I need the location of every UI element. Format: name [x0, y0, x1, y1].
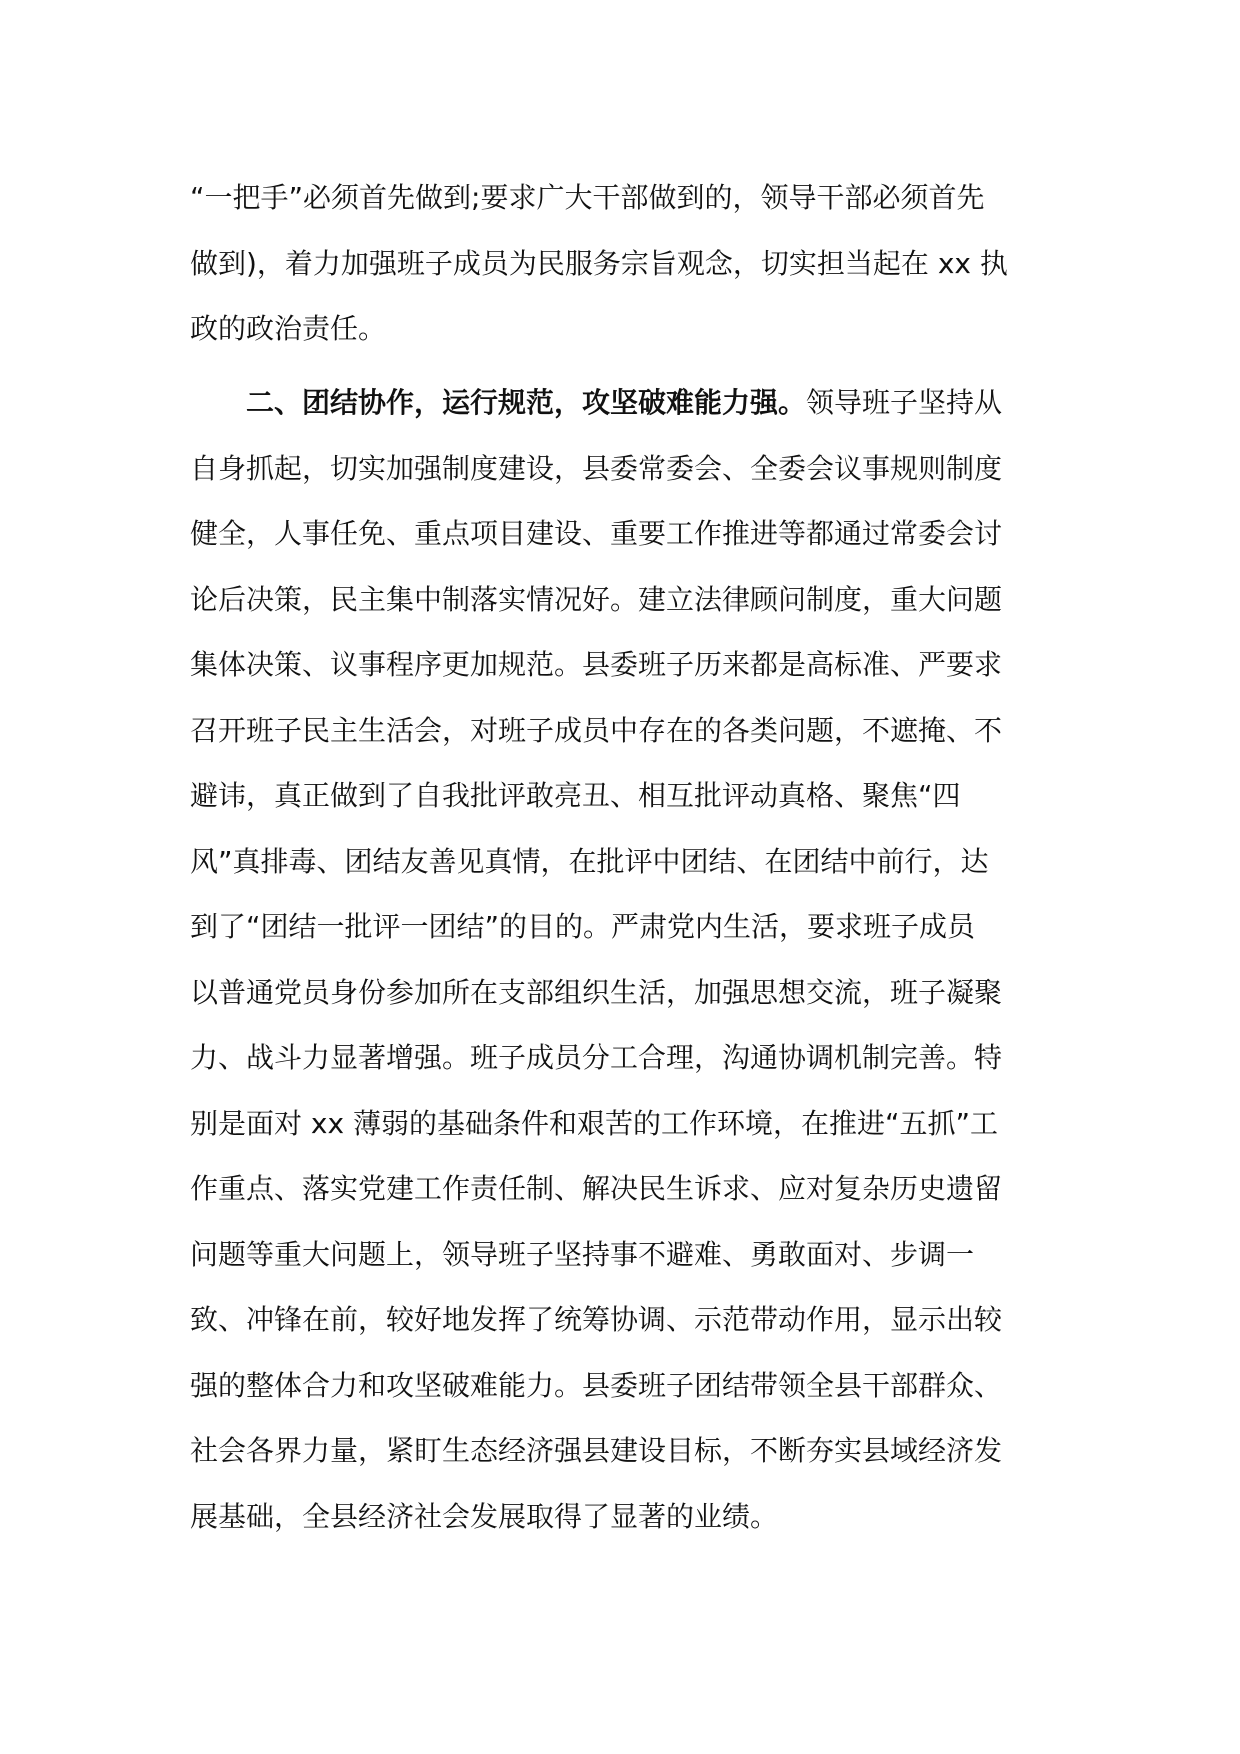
text-line: 力、战斗力显著增强。班子成员分工合理，沟通协调机制完善。特 — [190, 1041, 1003, 1074]
text-line: 致、冲锋在前，较好地发挥了统筹协调、示范带动作用，显示出较 — [190, 1303, 1003, 1336]
paragraph-section-two — [190, 370, 1058, 1549]
text-line: 政的政治责任。 — [190, 312, 387, 345]
text-line-first — [190, 370, 1058, 436]
text-line: 风”真排毒、团结友善见真情，在批评中团结、在团结中前行，达 — [190, 844, 989, 878]
text-line: 展基础，全县经济社会发展取得了显著的业绩。 — [190, 1499, 779, 1533]
text-line: 作重点、落实党建工作责任制、解决民生诉求、应对复杂历史遗留 — [190, 1172, 1003, 1205]
text-line: 别是面对 xx 薄弱的基础条件和艰苦的工作环境，在推进“五抓”工 — [190, 1106, 998, 1140]
text-line: 社会各界力量，紧盯生态经济强县建设目标，不断夯实县域经济发 — [190, 1434, 1003, 1467]
section-heading: 二、团结协作，运行规范，攻坚破难能力强。 — [246, 386, 807, 419]
text-line: 召开班子民主生活会，对班子成员中存在的各类问题，不遮掩、不 — [190, 713, 1003, 747]
text-line: 强的整体合力和攻坚破难能力。县委班子团结带领全县干部群众、 — [190, 1368, 1003, 1402]
text-line: 健全，人事任免、重点项目建设、重要工作推进等都通过常委会讨 — [190, 517, 1003, 550]
text-line: 问题等重大问题上，领导班子坚持事不避难、勇敢面对、步调一 — [190, 1237, 975, 1271]
paragraph-continued — [190, 165, 1058, 362]
text-line: 集体决策、议事程序更加规范。县委班子历来都是高标准、严要求 — [190, 648, 1003, 681]
text-line: 做到)，着力加强班子成员为民服务宗旨观念，切实担当起在 xx 执 — [190, 246, 1008, 280]
text-line: 到了“团结一批评一团结”的目的。严肃党内生活，要求班子成员 — [190, 910, 976, 943]
text-line: 自身抓起，切实加强制度建设，县委常委会、全委会议事规则制度 — [190, 451, 1003, 485]
text-run: 领导班子坚持从 — [806, 386, 1003, 419]
text-line: 避讳，真正做到了自我批评敢亮丑、相互批评动真格、聚焦“四 — [190, 779, 961, 812]
text-line: “一把手”必须首先做到;要求广大干部做到的，领导干部必须首先 — [190, 181, 985, 214]
text-line: 论后决策，民主集中制落实情况好。建立法律顾问制度，重大问题 — [190, 582, 1003, 616]
text-line: 以普通党员身份参加所在支部组织生活，加强思想交流，班子凝聚 — [190, 975, 1003, 1009]
